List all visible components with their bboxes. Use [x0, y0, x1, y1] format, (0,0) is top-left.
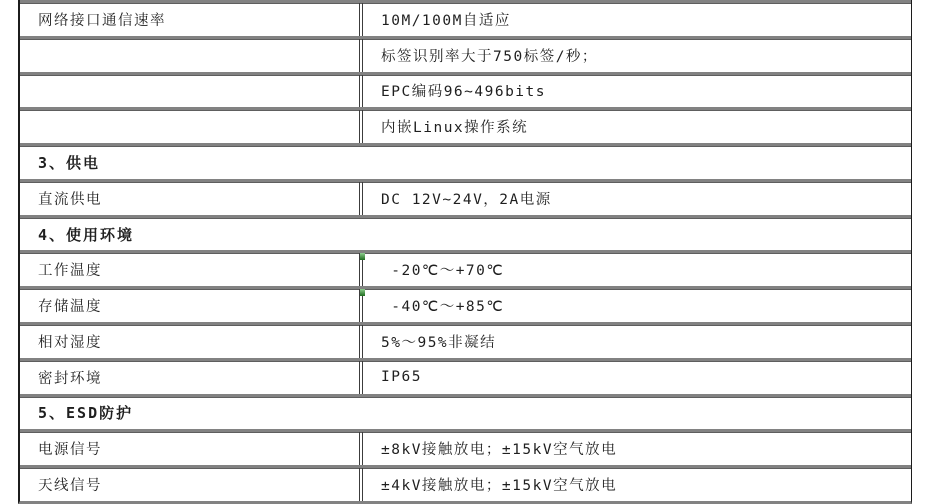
- spec-label: 电源信号: [38, 442, 102, 459]
- spec-value-cell: [362, 3, 911, 36]
- spec-value-cell: [362, 253, 911, 286]
- spec-label-cell: [20, 110, 360, 143]
- spec-value-cell: [362, 182, 911, 215]
- spec-value-cell: [362, 75, 911, 108]
- spec-value: 5%～95%非凝结: [381, 334, 497, 351]
- spec-label-cell: [20, 75, 360, 108]
- section-header-cell: [20, 218, 911, 251]
- spec-label-cell: [20, 432, 360, 465]
- spec-label: 工作温度: [38, 263, 102, 280]
- table-row: [20, 72, 911, 108]
- spec-table: [18, 0, 912, 504]
- spec-value-cell: [362, 361, 911, 394]
- spec-label-cell: [20, 361, 360, 394]
- table-row: [20, 465, 911, 501]
- section-header-row: [20, 215, 911, 251]
- spec-value: ±8kV接触放电；±15kV空气放电: [381, 442, 618, 459]
- spec-value: IP65: [381, 369, 422, 386]
- spec-value-cell: [362, 39, 911, 72]
- spec-value-cell: [362, 325, 911, 358]
- spec-value-cell: [362, 432, 911, 465]
- spec-label-cell: [20, 289, 360, 322]
- table-row: [20, 358, 911, 394]
- spec-label-cell: [20, 182, 360, 215]
- spec-value-cell: [362, 289, 911, 322]
- spec-value: -40℃～+85℃: [381, 299, 505, 316]
- spec-label: 网络接口通信速率: [38, 12, 166, 29]
- table-row: [20, 107, 911, 143]
- section-title: 3、供电: [38, 154, 101, 173]
- table-row: [20, 250, 911, 286]
- spec-label: 密封环境: [38, 370, 102, 387]
- spec-label-cell: [20, 39, 360, 72]
- section-header-cell: [20, 397, 911, 430]
- section-header-cell: [20, 146, 911, 179]
- spec-value: 内嵌Linux操作系统: [381, 120, 529, 137]
- table-row: [20, 286, 911, 322]
- table-row: [20, 36, 911, 72]
- section-title: 4、使用环境: [38, 225, 135, 244]
- spec-label-cell: [20, 468, 360, 501]
- spec-label: 天线信号: [38, 478, 102, 495]
- green-corner-marker: [360, 253, 365, 260]
- spec-value: DC 12V~24V，2A电源: [381, 191, 552, 208]
- spec-label-cell: [20, 253, 360, 286]
- spec-label-cell: [20, 325, 360, 358]
- spec-value: -20℃～+70℃: [381, 263, 505, 280]
- spec-value-cell: [362, 110, 911, 143]
- table-row: [20, 429, 911, 465]
- spec-value: 标签识别率大于750标签/秒；: [381, 48, 598, 65]
- spec-label-cell: [20, 3, 360, 36]
- table-row: [20, 322, 911, 358]
- spec-value: 10M/100M自适应: [381, 12, 511, 29]
- spec-value-cell: [362, 468, 911, 501]
- spec-label: 直流供电: [38, 191, 102, 208]
- spec-label: 存储温度: [38, 299, 102, 316]
- green-corner-marker: [360, 289, 365, 296]
- section-header-row: [20, 143, 911, 179]
- spec-value: ±4kV接触放电；±15kV空气放电: [381, 478, 618, 495]
- spec-value: EPC编码96~496bits: [381, 84, 546, 101]
- section-header-row: [20, 394, 911, 430]
- table-row: [20, 0, 911, 36]
- table-row: [20, 179, 911, 215]
- section-title: 5、ESD防护: [38, 404, 134, 423]
- spec-label: 相对湿度: [38, 334, 102, 351]
